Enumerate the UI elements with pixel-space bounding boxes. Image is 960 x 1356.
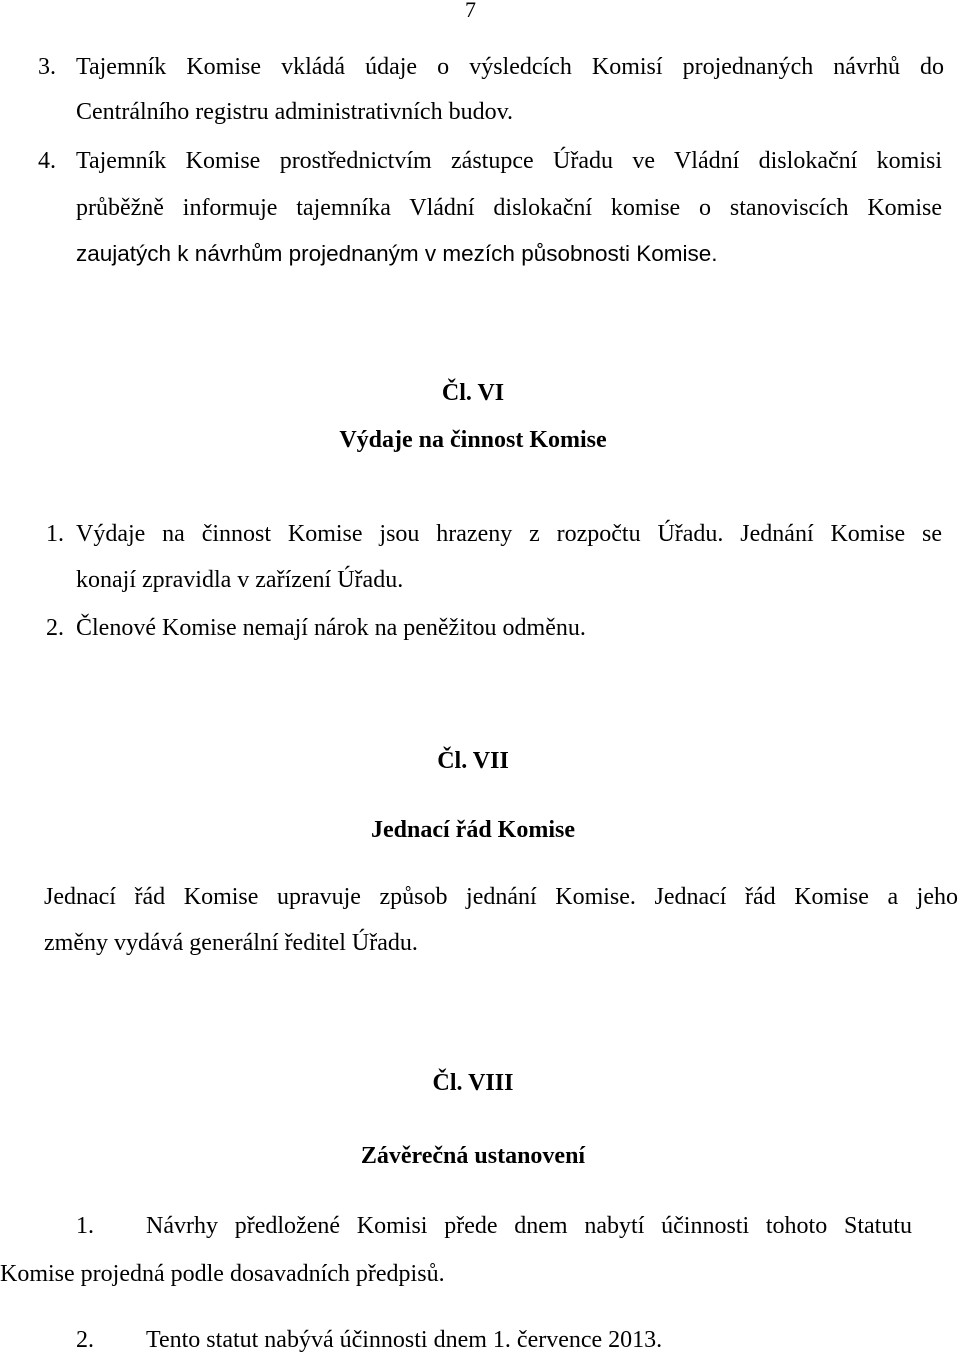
item-4-line-1: Tajemník Komise prostřednictvím zástupce Úřadu ve Vládní dislokační komisi: [76, 148, 942, 174]
art6-item-1-line-2: konají zpravidla v zařízení Úřadu.: [76, 567, 404, 593]
article-7-title: Jednací řád Komise: [371, 817, 575, 843]
article-8-heading: Čl. VIII: [432, 1070, 514, 1096]
item-3-line-1: Tajemník Komise vkládá údaje o výsledcích Komisí projednaných návrhů do: [76, 54, 944, 80]
art8-item-1-line-2: Komise projedná podle dosavadních předpisů.: [0, 1261, 445, 1287]
art6-item-1-line-1: Výdaje na činnost Komise jsou hrazeny z rozpočtu Úřadu. Jednání Komise se: [76, 521, 942, 547]
article-7-heading: Čl. VII: [437, 748, 509, 774]
item-3-number: 3.: [38, 54, 56, 80]
item-3-line-2: Centrálního registru administrativních budov.: [76, 99, 514, 125]
article-7-line-2: změny vydává generální ředitel Úřadu.: [44, 930, 418, 956]
item-4-line-2: průběžně informuje tajemníka Vládní dislokační komise o stanoviscích Komise: [76, 195, 942, 221]
article-8-title: Závěrečná ustanovení: [360, 1143, 586, 1169]
art8-item-2-number: 2.: [76, 1327, 94, 1353]
art6-item-2-number: 2.: [46, 615, 64, 641]
item-4-line-3: zaujatých k návrhům projednaným v mezích působnosti Komise.: [76, 241, 718, 266]
article-6-heading: Čl. VI: [441, 380, 505, 406]
item-4-number: 4.: [38, 148, 56, 174]
article-7-line-1: Jednací řád Komise upravuje způsob jednání Komise. Jednací řád Komise a jeho: [44, 884, 958, 910]
art8-item-1-line-1: Návrhy předložené Komisi přede dnem nabytí účinnosti tohoto Statutu: [146, 1213, 912, 1239]
art6-item-2-text: Členové Komise nemají nárok na peněžitou odměnu.: [76, 615, 586, 641]
art6-item-1-number: 1.: [46, 521, 64, 547]
art8-item-2-text: Tento statut nabývá účinnosti dnem 1. července 2013.: [146, 1327, 663, 1353]
art8-item-1-number: 1.: [76, 1213, 94, 1239]
article-6-title: Výdaje na činnost Komise: [339, 427, 607, 453]
page-number: 7: [465, 0, 476, 22]
